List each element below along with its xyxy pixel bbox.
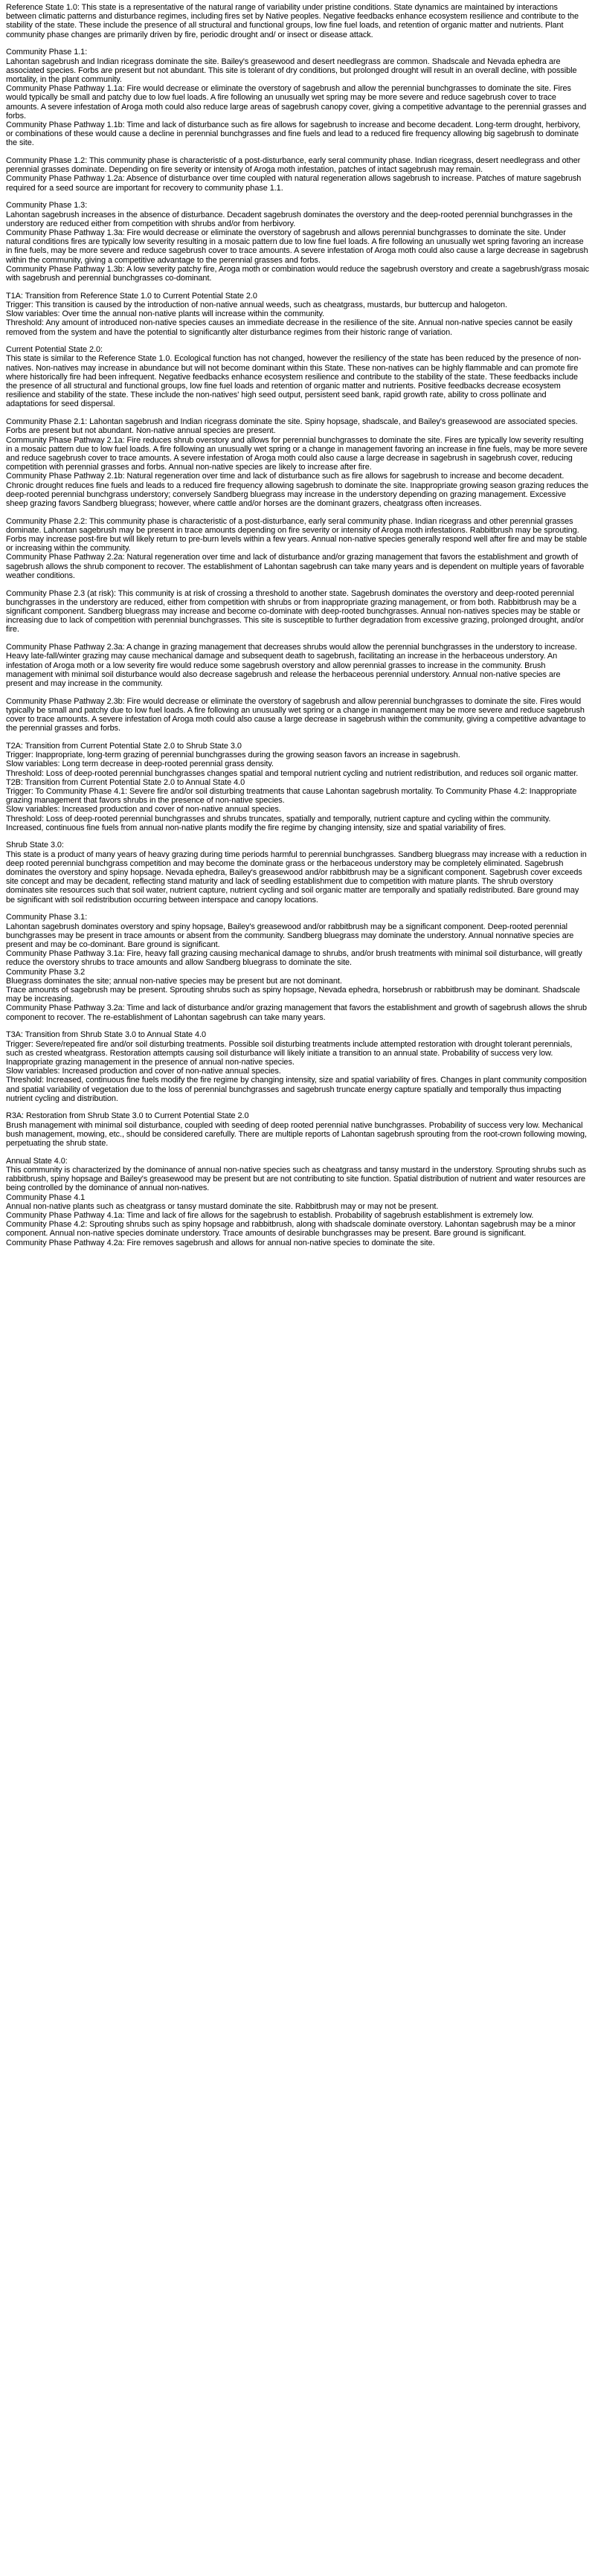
document-body <box>0 0 595 1247</box>
paragraph: Trigger: Severe/repeated fire and/or soil disturbing treatments. Possible soil disturbing treatments include attempted restoration with drought tolerant perennials, such as crested wheatgrass. Restoration attempts causing soil disturbance will likely initiate a transition to an annual state. Probability of success very low. Inappropriate grazing management in the presence of annual non-native species. <box>6 1039 573 1067</box>
paragraph: Community Phase Pathway 2.3b: Fire would decrease or eliminate the overstory of sagebrush and allow perennial bunchgrasses to dominate the site. Fires would typically be small and patchy due to low fuel loads. A fire following an unusually wet spring or a change in management may be more severe and reduce sagebrush cover to trace amounts. A severe infestation of Aroga moth could also cause a large decrease in sagebrush within the community, giving a competitive advantage to the perennial grasses and forbs. <box>6 696 586 733</box>
paragraph: Bluegrass dominates the site; annual non-native species may be present but are not dominant. <box>6 976 342 986</box>
paragraph: Community Phase 4.2: Sprouting shrubs such as spiny hopsage and rabbitbrush, along with shadscale dominate overstory. Lahontan sagebrush may be a minor component. Annual non-native species dominate understory. Trace amounts of desirable bunchgrasses may be present. Bare ground is significant. <box>6 1220 576 1239</box>
paragraph: Community Phase Pathway 1.2a: Absence of disturbance over time coupled with natural regeneration allows sagebrush to increase. Patches of mature sagebrush required for a seed source are important for recovery to community phase 1.1. <box>6 174 582 193</box>
paragraph: T1A: Transition from Reference State 1.0 to Current Potential State 2.0 <box>6 291 257 301</box>
paragraph: Annual State 4.0: <box>6 1156 68 1166</box>
paragraph: Community Phase Pathway 1.1b: Time and lack of disturbance such as fire allows for sagebrush to increase and become decadent. Long-term drought, herbivory, or combinations of these would cause a decline in perennial bunchgrasses and fine fuels and lead to a reduced fire frequency allowing big sagebrush to dominate the site. <box>6 120 581 148</box>
document-section <box>6 841 589 904</box>
document-section <box>6 589 589 635</box>
paragraph: Lahontan sagebrush and Indian ricegrass dominate the site. Bailey's greasewood and desert needlegrass are common. Shadscale and Nevada ephedra are associated species. Forbs are present but not abundant. This site is tolerant of dry conditions, but prolonged drought will result in an overall decline, with possible mortality, in the plant community. <box>6 57 577 84</box>
paragraph: T2A: Transition from Current Potential State 2.0 to Shrub State 3.0 <box>6 741 242 751</box>
paragraph: Threshold: Increased, continuous fine fuels modify the fire regime by changing intensity, size and spatial variability of fires. Changes in plant community composition and spatial variability of vegetation due to the loss of perennial bunchgrasses and sagebrush truncate energy capture spatially and temporally thus impacting nutrient cycling and distribution. <box>6 1076 587 1103</box>
document-section <box>6 1030 589 1103</box>
paragraph: Slow variables: Increased production and cover of non-native annual species. <box>6 1067 281 1076</box>
paragraph: Annual non-native plants such as cheatgrass or tansy mustard dominate the site. Rabbitbrush may or may not be present. <box>6 1201 439 1211</box>
paragraph: This state is similar to the Reference State 1.0. Ecological function has not changed, however the resiliency of the state has been reduced by the presence of non-natives. Non-natives may increase in abundance but will not become dominant within this State. These non-natives can be highly flammable and can promote fire where historically fire had been infrequent. Negative feedbacks enhance ecosystem resilience and contribute to the stability of the state. These feedbacks include the presence of all structural and functional groups, low fine fuel loads and retention of organic matter and nutrients. Positive feedbacks decrease ecosystem resilience and stability of the state. These include the non-natives' high seed output, persistent seed bank, rapid growth rate, ability to cross pollinate and adaptations for seed dispersal. <box>6 354 582 409</box>
paragraph: Current Potential State 2.0: <box>6 345 103 355</box>
document-section <box>6 417 589 508</box>
paragraph: Community Phase 2.2: This community phase is characteristic of a post-disturbance, early seral community phase. Indian ricegrass and other perennial grasses dominate. Lahontan sagebrush may be present in trace amounts depending on fire severity or intensity of Aroga moth infestations. Rabbitbrush may be sprouting. Forbs may increase post-fire but will likely return to pre-burn levels within a few years. Annual non-native species generally respond well after fire and may be stable or increasing within the community. <box>6 516 587 553</box>
paragraph: Community Phase 4.1 <box>6 1192 86 1202</box>
paragraph: Community Phase 3.2 <box>6 967 86 977</box>
paragraph: Reference State 1.0: This state is a representative of the natural range of variability under pristine conditions. State dynamics are maintained by interactions between climatic patterns and disturbance regimes, including fires set by Native peoples. Negative feedbacks enhance ecosystem resilience and contribute to the stability of the state. These include the presence of all structural and functional groups, low fine fuel loads, and retention of organic matter and nutrients. Plant community phase changes are primarily driven by fire, periodic drought and/ or insect or disease attack. <box>6 3 579 39</box>
paragraph: Community Phase Pathway 2.3a: A change in grazing management that decreases shrubs would allow the perennial bunchgrasses in the understory to increase. Heavy late-fall/winter grazing may cause mechanical damage and subsequent death to sagebrush, facilitating an increase in the herbaceous understory. An infestation of Aroga moth or a low severity fire would reduce some sagebrush overstory and allow perennial grasses to increase in the community. Brush management with minimal soil disturbance would also decrease sagebrush and release the herbaceous perennial understory. Annual non-native species are present and may increase in the community. <box>6 643 577 688</box>
paragraph: Slow variables: Long term decrease in deep-rooted perennial grass density. <box>6 759 274 769</box>
paragraph: Community Phase 2.3 (at risk): This community is at risk of crossing a threshold to another state. Sagebrush dominates the overstory and deep-rooted perennial bunchgrasses in the understory are reduced, either from competition with shrubs or from inappropriate grazing management, or from both. Rabbitbrush may be a significant component. Sandberg bluegrass may increase and become co-dominate with deep-rooted bunchgrasses. Annual non-natives species may be stable or increasing due to lack of competition with perennial bunchgrasses. This site is susceptible to further degradation from excessive grazing, prolonged drought, and/or fire. <box>6 588 584 635</box>
paragraph: Community Phase 1.2: This community phase is characteristic of a post-disturbance, early seral community phase. Indian ricegrass, desert needlegrass and other perennial grasses dominate. Depending on fire severity or intensity of Aroga moth infestation, patches of intact sagebrush may remain. <box>6 156 581 175</box>
paragraph: Community Phase Pathway 2.1b: Natural regeneration over time and lack of disturbance such as fire allows for sagebrush to increase and become decadent. Chronic drought reduces fine fuels and leads to a reduced fire frequency allowing sagebrush to dominate the site. Inappropriate growing season grazing reduces the deep-rooted perennial bunchgrass understory; conversely Sandberg bluegrass may increase in the understory depending on grazing management. Excessive sheep grazing favors Sandberg bluegrass; however, where cattle and/or horses are the dominant grazers, cheatgrass often increases. <box>6 472 589 508</box>
paragraph: Brush management with minimal soil disturbance, coupled with seeding of deep rooted perennial native bunchgrasses. Probability of success very low. Mechanical bush management, mowing, etc., should be considered carefully. There are multiple reports of Lahontan sagebrush sprouting from the root-crown following mowing, perpetuating the shrub state. <box>6 1120 588 1149</box>
paragraph: T3A: Transition from Shrub State 3.0 to Annual State 4.0 <box>6 1030 207 1040</box>
paragraph: Threshold: Any amount of introduced non-native species causes an immediate decrease in the resilience of the site. Annual non-native species cannot be easily removed from the system and have the potential to significantly alter disturbance regimes from their historic range of variation. <box>6 318 573 337</box>
paragraph: Community Phase 1.1: <box>6 48 88 57</box>
document-section <box>6 292 589 337</box>
document-section <box>6 742 589 832</box>
document-section <box>6 697 589 733</box>
document-section <box>6 1157 589 1247</box>
paragraph: Community Phase 1.3: <box>6 201 88 211</box>
paragraph: Trigger: This transition is caused by the introduction of non-native annual weeds, such as cheatgrass, mustards, bur buttercup and halogeton. <box>6 300 508 309</box>
paragraph: Slow variables: Increased production and cover of non-native annual species. <box>6 805 281 815</box>
paragraph: R3A: Restoration from Shrub State 3.0 to Current Potential State 2.0 <box>6 1111 249 1121</box>
paragraph: Threshold: Loss of deep-rooted perennial bunchgrasses and shrubs truncates, spatially and temporally, nutrient capture and cycling within the community. Increased, continuous fine fuels from annual non-native plants modify the fire regime by changing intensity, size and spatial variability of fires. <box>6 814 551 832</box>
document-section <box>6 201 589 283</box>
paragraph: Lahontan sagebrush increases in the absence of disturbance. Decadent sagebrush dominates the overstory and the deep-rooted perennial bunchgrasses in the understory are reduced either from competition with shrubs and/or from herbivory. <box>6 210 573 228</box>
paragraph: This community is characterized by the dominance of annual non-native species such as cheatgrass and tansy mustard in the understory. Sprouting shrubs such as rabbitbrush, spiny hopsage and Bailey's greasewood may be present but are not contributing to site function. Spatial distribution of nutrient and water resources are being controlled by the dominance of annual non-natives. <box>6 1165 587 1193</box>
document-section <box>6 156 589 193</box>
paragraph: Community Phase Pathway 1.3b: A low severity patchy fire, Aroga moth or combination would reduce the sagebrush overstory and create a sagebrush/grass mosaic with sagebrush and perennial bunchgrasses co-dominant. <box>6 264 589 283</box>
paragraph: Community Phase 3.1: <box>6 913 88 922</box>
paragraph: Threshold: Loss of deep-rooted perennial bunchgrasses changes spatial and temporal nutrient cycling and nutrient redistribution, and reduces soil organic matter. <box>6 768 579 778</box>
paragraph: Trace amounts of sagebrush may be present. Sprouting shrubs such as spiny hopsage, Nevada ephedra, horsebrush or rabbitbrush may be dominant. Shadscale may be increasing. <box>6 986 580 1004</box>
paragraph: Trigger: Inappropriate, long-term grazing of perennial bunchgrasses during the growing season favors an increase in sagebrush. <box>6 751 460 760</box>
paragraph: Community Phase Pathway 3.1a: Fire, heavy fall grazing causing mechanical damage to shrubs, and/or brush treatments with minimal soil disturbance, will greatly reduce the overstory shrubs to trace amounts and allow Sandberg bluegrass to dominate the site. <box>6 949 582 968</box>
paragraph: Lahontan sagebrush dominates overstory and spiny hopsage, Bailey's greasewood and/or rabbitbrush may be a significant component. Deep-rooted perennial bunchgrasses may be present in trace amounts or absent from the community. Sandberg bluegrass may dominate the understory. Annual nonnative species are present and may be co-dominant. Bare ground is significant. <box>6 922 574 949</box>
paragraph: Shrub State 3.0: <box>6 841 64 850</box>
paragraph: Community Phase Pathway 2.2a: Natural regeneration over time and lack of disturbance and/or grazing management that favors the establishment and growth of sagebrush allows the shrub component to recover. The establishment of Lahontan sagebrush can take many years and is dependent on multiple years of favorable weather conditions. <box>6 553 585 580</box>
document-section <box>6 517 589 580</box>
paragraph: Community Phase Pathway 1.1a: Fire would decrease or eliminate the overstory of sagebrush and allow the perennial bunchgrasses to dominate the site. Fires would typically be small and patchy due to low fuel loads. A fire following an unusually wet spring may be more severe and reduce sagebrush cover to trace amounts. A severe infestation of Aroga moth could also reduce large areas of sagebrush canopy cover, giving a competitive advantage to the perennial grasses and forbs. <box>6 84 587 121</box>
paragraph: Community Phase Pathway 4.1a: Time and lack of fire allows for the sagebrush to establish. Probability of sagebrush establishment is extremely low. <box>6 1210 534 1220</box>
document-section <box>6 1111 589 1148</box>
paragraph: Community Phase 2.1: Lahontan sagebrush and Indian ricegrass dominate the site. Spiny hopsage, shadscale, and Bailey's greasewood are associated species. Forbs are present but not abundant. Non-native annual species are present. <box>6 417 578 436</box>
paragraph: This state is a product of many years of heavy grazing during time periods harmful to perennial bunchgrasses. Sandberg bluegrass may increase with a reduction in deep rooted perennial bunchgrass competition and may become the dominate grass or the herbaceous understory may be completely eliminated. Sagebrush dominates the overstory and spiny hopsage. Nevada ephedra, Bailey's greasewood and/or rabbitbrush may be a significant component. Sagebrush cover exceeds site concept and may be decadent, reflecting stand maturity and lack of seedling establishment due to competition with mature plants. The shrub overstory dominates site resources such that soil water, nutrient capture, nutrient cycling and soil organic matter are temporally and spatially redistributed. Bare ground may be significant with soil redistribution occurring between interspace and canopy locations. <box>6 849 587 905</box>
paragraph: Slow variables: Over time the annual non-native plants will increase within the community. <box>6 309 325 319</box>
document-section <box>6 48 589 147</box>
document-section <box>6 913 589 1021</box>
paragraph: Community Phase Pathway 3.2a: Time and lack of disturbance and/or grazing management that favors the establishment and growth of sagebrush allows the shrub component to recover. The re-establishment of Lahontan sagebrush can take many years. <box>6 1003 588 1022</box>
paragraph: T2B: Transition from Current Potential State 2.0 to Annual State 4.0 <box>6 777 245 787</box>
document-section <box>6 3 589 39</box>
document-section <box>6 643 589 688</box>
paragraph: Community Phase Pathway 4.2a: Fire removes sagebrush and allows for annual non-native species to dominate the site. <box>6 1238 435 1247</box>
document-section <box>6 345 589 408</box>
paragraph: Community Phase Pathway 2.1a: Fire reduces shrub overstory and allows for perennial bunchgrasses to dominate the site. Fires are typically low severity resulting in a mosaic pattern due to low fuel loads. A fire following an unusually wet spring or a change in management favoring an increase in fine fuels, may be more severe and reduce sagebrush cover to trace amounts. A severe infestation of Aroga moth could also cause a large decrease in sagebrush in sagebrush cover, reducing competition with perennial grasses and forbs. Annual non-native species are likely to increase after fire. <box>6 435 588 472</box>
paragraph: Community Phase Pathway 1.3a: Fire would decrease or eliminate the overstory of sagebrush and allows perennial bunchgrasses to dominate the site. Under natural conditions fires are typically low severity resulting in a mosaic pattern due to low fine fuel loads. A fire following an unusually wet spring favoring an increase in fine fuels, may be more severe and reduce sagebrush cover to trace amounts. A severe infestation of Aroga moth could also cause a large decrease in sagebrush within the community, giving a competitive advantage to the perennial grasses and forbs. <box>6 228 588 265</box>
paragraph: Trigger: To Community Phase 4.1: Severe fire and/or soil disturbing treatments that cause Lahontan sagebrush mortality. To Community Phase 4.2: Inappropriate grazing management that favors shrubs in the presence of non-native species. <box>6 786 577 806</box>
